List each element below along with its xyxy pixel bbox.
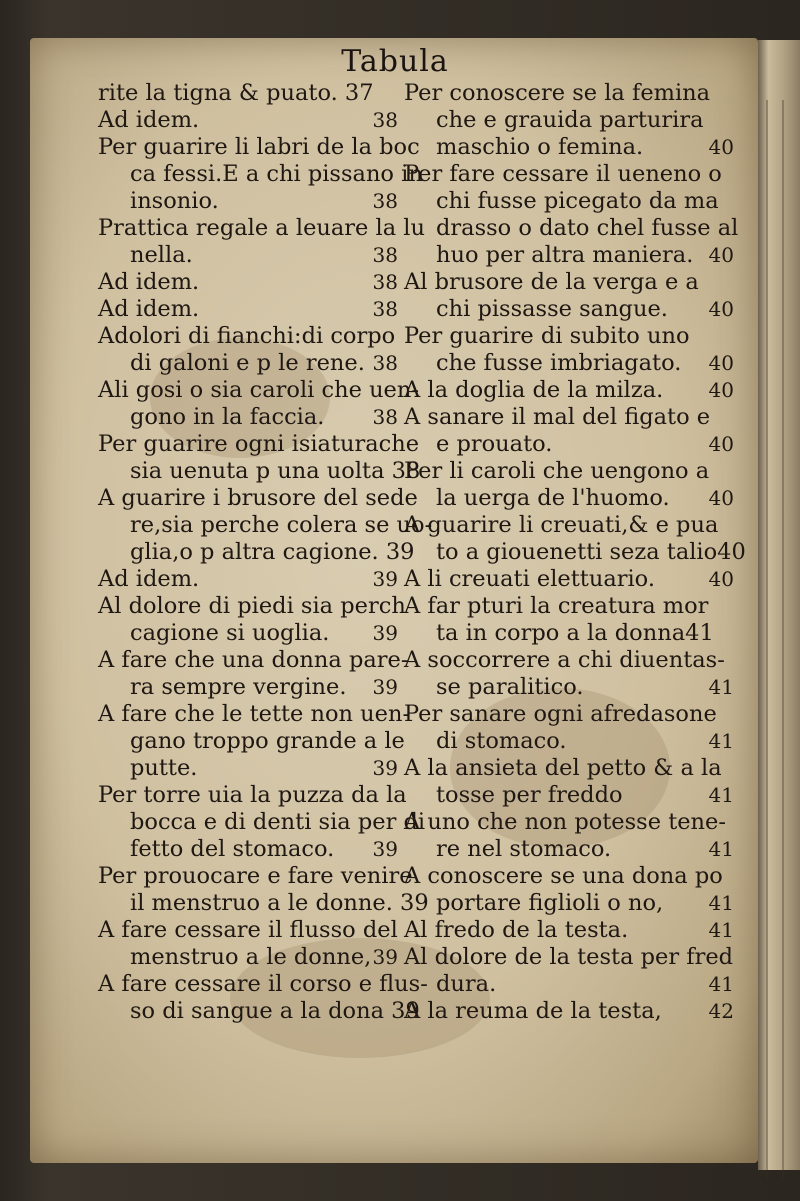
- index-entry: [404, 512, 746, 566]
- entry-line: A fare che le tette non uen-: [98, 701, 411, 727]
- page-number: 38: [372, 270, 398, 294]
- index-entry: [404, 269, 734, 323]
- page-number: 41: [708, 972, 734, 996]
- index-column-left: [98, 80, 433, 1025]
- entry-line: A fare cessare il corso e flus-: [98, 971, 428, 997]
- entry-line: so di sangue a la dona 39: [130, 998, 420, 1024]
- entry-line: A guarire li creuati,& e pua: [404, 512, 719, 538]
- entry-line: se paralitico.: [436, 674, 584, 700]
- index-entry: [98, 917, 398, 971]
- entry-line: A sanare il mal del figato e: [404, 404, 711, 430]
- page-number: 38: [372, 405, 398, 429]
- index-entry: [404, 593, 734, 647]
- facing-page-edge: [758, 40, 800, 1170]
- entry-line: Per torre uia la puzza da la: [98, 782, 407, 808]
- page-number: 41: [708, 918, 734, 942]
- entry-line: huo per altra maniera.: [436, 242, 694, 268]
- entry-line: Per fare cessare il ueneno o: [404, 161, 722, 187]
- entry-line: Per guarire li labri de la boc: [98, 134, 420, 160]
- entry-line: Per li caroli che uengono a: [404, 458, 710, 484]
- entry-line: Al dolore de la testa per fred: [404, 944, 734, 970]
- index-entry: [98, 647, 409, 701]
- entry-line: tosse per freddo: [436, 782, 623, 808]
- entry-line: Per prouocare e fare venire: [98, 863, 413, 889]
- page-number: 41: [708, 783, 734, 807]
- page-number: 39: [372, 675, 398, 699]
- page-number: 40: [708, 351, 734, 375]
- entry-line: A la reuma de la testa,: [404, 998, 662, 1024]
- entry-line: cagione si uoglia.: [130, 620, 330, 646]
- entry-line: Per conoscere se la femina: [404, 80, 711, 106]
- entry-line: ta in corpo a la donna41: [436, 620, 714, 646]
- index-entry: [404, 404, 734, 458]
- entry-line: Adolori di fianchi:di corpo: [98, 323, 396, 349]
- page-number: 39: [372, 837, 398, 861]
- page-number: 39: [372, 945, 398, 969]
- entry-line: A fare cessare il flusso del: [98, 917, 398, 943]
- entry-line: maschio o femina.: [436, 134, 644, 160]
- entry-line: Al brusore de la verga e a: [404, 269, 699, 295]
- index-entry: [404, 377, 734, 404]
- entry-line: A guarire i brusore del sede: [98, 485, 418, 511]
- page-number: 38: [372, 351, 398, 375]
- page-number: 41: [708, 729, 734, 753]
- index-entry: [404, 161, 739, 269]
- entry-line: chi pissasse sangue.: [436, 296, 668, 322]
- page-number: 38: [372, 189, 398, 213]
- entry-line: A far pturi la creatura mor: [404, 593, 709, 619]
- index-entry: [98, 863, 429, 917]
- entry-line: nella.: [130, 242, 193, 268]
- index-entry: [404, 917, 734, 944]
- entry-line: A fare che una donna pare-: [98, 647, 409, 673]
- entry-line: gono in la faccia.: [130, 404, 325, 430]
- page-number: 42: [708, 999, 734, 1023]
- entry-line: portare figlioli o no,: [436, 890, 664, 916]
- entry-line: putte.: [130, 755, 198, 781]
- index-entry: [98, 269, 398, 296]
- entry-line: gano troppo grande a le: [130, 728, 405, 754]
- entry-line: Prattica regale a leuare la lu: [98, 215, 425, 241]
- entry-line: il menstruo a le donne. 39: [130, 890, 429, 916]
- entry-line: Per guarire ogni isiaturache: [98, 431, 420, 457]
- index-entry: [98, 701, 411, 782]
- index-entry: [98, 431, 421, 485]
- entry-line: Ad idem.: [98, 566, 200, 592]
- index-entry: [98, 566, 398, 593]
- page-title: Tabula: [341, 44, 449, 79]
- entry-line: che e grauida parturira: [436, 107, 704, 133]
- index-entry: [98, 485, 433, 566]
- page-number: 41: [708, 675, 734, 699]
- entry-line: di stomaco.: [436, 728, 567, 754]
- index-entry: [98, 107, 398, 134]
- page-number: 40: [708, 378, 734, 402]
- entry-line: ca fessi.E a chi pissano in: [130, 161, 423, 187]
- page-number: 38: [372, 297, 398, 321]
- page-number: 39: [372, 567, 398, 591]
- page-number: 40: [708, 297, 734, 321]
- index-entry: [404, 755, 734, 809]
- page-number: 39: [372, 756, 398, 780]
- page-number: 40: [708, 567, 734, 591]
- entry-line: Al dolore di piedi sia perch: [98, 593, 406, 619]
- entry-line: Per guarire di subito uno: [404, 323, 690, 349]
- index-entry: [98, 593, 406, 647]
- entry-line: la uerga de l'huomo.: [436, 485, 670, 511]
- page-number: 41: [708, 891, 734, 915]
- index-entry: [98, 80, 398, 107]
- entry-line: to a giouenetti seza talio40: [436, 539, 746, 565]
- index-entry: [98, 296, 398, 323]
- index-entry: [404, 458, 734, 512]
- entry-line: che fusse imbriagato.: [436, 350, 682, 376]
- index-entry: [404, 566, 734, 593]
- entry-line: Ad idem.: [98, 269, 200, 295]
- entry-line: A la doglia de la milza.: [404, 377, 664, 403]
- index-entry: [404, 998, 734, 1025]
- page-number: 40: [708, 432, 734, 456]
- entry-line: glia,o p altra cagione. 39: [130, 539, 415, 565]
- entry-line: drasso o dato chel fusse al: [436, 215, 739, 241]
- index-entry: [98, 323, 398, 377]
- entry-line: bocca e di denti sia per di: [130, 809, 426, 835]
- page-number: 41: [708, 837, 734, 861]
- page-number: 40: [708, 243, 734, 267]
- index-entry: [98, 782, 426, 863]
- entry-line: re,sia perche colera se uo-: [130, 512, 433, 538]
- index-entry: [98, 215, 425, 269]
- page-number: 40: [708, 486, 734, 510]
- entry-line: insonio.: [130, 188, 219, 214]
- entry-line: A soccorrere a chi diuentas-: [404, 647, 725, 673]
- index-entry: [98, 971, 428, 1025]
- index-entry: [404, 80, 734, 161]
- index-entry: [98, 134, 423, 215]
- entry-line: re nel stomaco.: [436, 836, 612, 862]
- entry-line: rite la tigna & puato. 37: [98, 80, 374, 106]
- page-number: 40: [708, 135, 734, 159]
- entry-line: Ali gosi o sia caroli che uen-: [98, 377, 419, 403]
- index-entry: [404, 701, 734, 755]
- index-column-right: [404, 80, 746, 1025]
- index-entry: [404, 647, 734, 701]
- index-entry: [98, 377, 419, 431]
- entry-line: A uno che non potesse tene-: [404, 809, 726, 835]
- page-number: 38: [372, 243, 398, 267]
- entry-line: ra sempre vergine.: [130, 674, 347, 700]
- entry-line: A li creuati elettuario.: [404, 566, 655, 592]
- entry-line: di galoni e p le rene.: [130, 350, 365, 376]
- entry-line: Per sanare ogni afredasone: [404, 701, 717, 727]
- entry-line: Al fredo de la testa.: [404, 917, 629, 943]
- page-number: 38: [372, 108, 398, 132]
- entry-line: Ad idem.: [98, 107, 200, 133]
- index-entry: [404, 863, 734, 917]
- index-entry: [404, 944, 734, 998]
- entry-line: dura.: [436, 971, 497, 997]
- entry-line: sia uenuta p una uolta 38: [130, 458, 421, 484]
- entry-line: e prouato.: [436, 431, 553, 457]
- index-entry: [404, 323, 734, 377]
- entry-line: A la ansieta del petto & a la: [404, 755, 722, 781]
- page-number: 39: [372, 621, 398, 645]
- entry-line: Ad idem.: [98, 296, 200, 322]
- entry-line: A conoscere se una dona po: [404, 863, 723, 889]
- entry-line: menstruo a le donne,: [130, 944, 372, 970]
- entry-line: chi fusse picegato da ma: [436, 188, 719, 214]
- index-entry: [404, 809, 734, 863]
- entry-line: fetto del stomaco.: [130, 836, 335, 862]
